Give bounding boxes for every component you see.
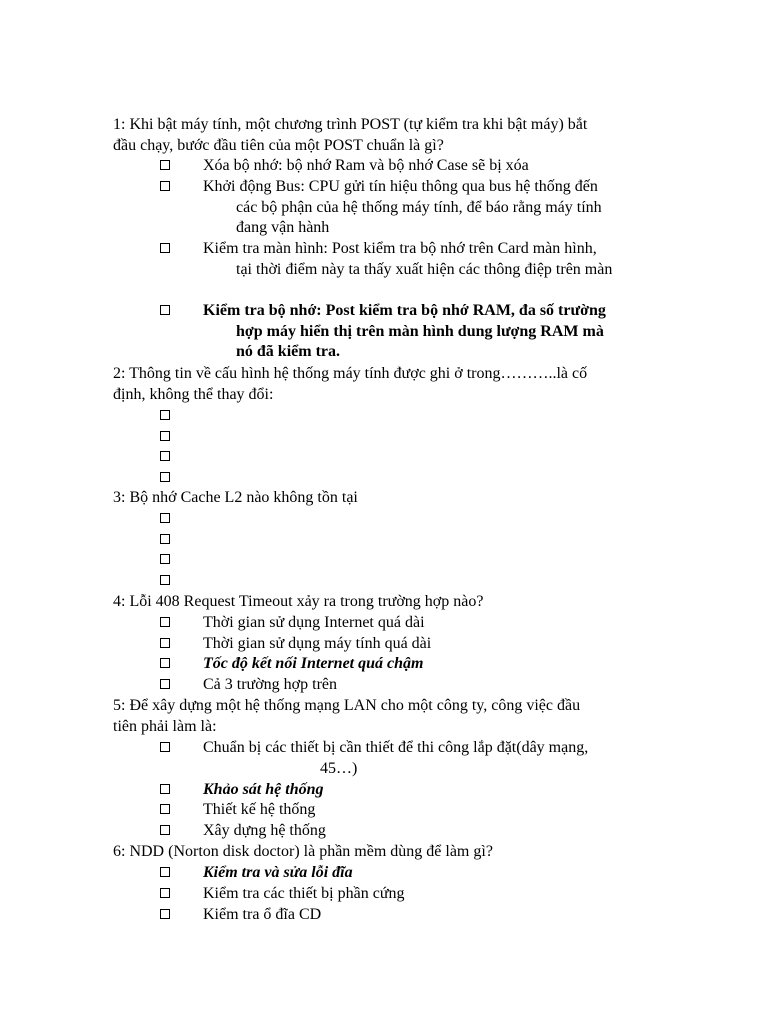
question-text: 3: Bộ nhớ Cache L2 nào không tồn tại bbox=[113, 489, 358, 506]
option-text: Kiểm tra và sửa lỗi đĩa bbox=[203, 864, 353, 881]
option-text: Thiết kế hệ thống bbox=[203, 801, 316, 818]
checkbox-icon[interactable] bbox=[160, 888, 170, 898]
option-text: các bộ phận của hệ thống máy tính, để báo rằng máy tính bbox=[236, 198, 602, 216]
checkbox-icon[interactable] bbox=[160, 638, 170, 648]
option-text: 45…) bbox=[320, 759, 358, 777]
checkbox-icon[interactable] bbox=[160, 513, 170, 523]
option-text: Kiểm tra màn hình: Post kiểm tra bộ nhớ trên Card màn hình, bbox=[203, 240, 597, 257]
question-6 bbox=[113, 842, 653, 863]
checkbox-icon[interactable] bbox=[160, 575, 170, 585]
option-text: Thời gian sử dụng Internet quá dài bbox=[203, 614, 425, 631]
checkbox-icon[interactable] bbox=[160, 451, 170, 461]
question-2 bbox=[113, 364, 653, 405]
question-text: 2: Thông tin về cấu hình hệ thống máy tính được ghi ở trong………..là cố bbox=[113, 365, 588, 382]
option-text: Xóa bộ nhớ: bộ nhớ Ram và bộ nhớ Case sẽ bị xóa bbox=[203, 157, 529, 174]
question-text: 5: Để xây dựng một hệ thống mạng LAN cho một công ty, công việc đầu bbox=[113, 697, 581, 714]
checkbox-icon[interactable] bbox=[160, 867, 170, 877]
question-4 bbox=[113, 592, 653, 613]
option-text: Cả 3 trường hợp trên bbox=[203, 676, 338, 693]
question-5 bbox=[113, 696, 653, 737]
checkbox-icon[interactable] bbox=[160, 909, 170, 919]
option-text: tại thời điểm này ta thấy xuất hiện các thông điệp trên màn bbox=[236, 260, 613, 278]
option-text: Kiểm tra bộ nhớ: Post kiểm tra bộ nhớ RAM, đa số trường bbox=[203, 302, 606, 319]
checkbox-icon[interactable] bbox=[160, 679, 170, 689]
checkbox-icon[interactable] bbox=[160, 742, 170, 752]
option-text: Xây dựng hệ thống bbox=[203, 822, 326, 839]
checkbox-icon[interactable] bbox=[160, 181, 170, 191]
option-text: đang vận hành bbox=[236, 219, 330, 236]
question-text: 4: Lỗi 408 Request Timeout xảy ra trong trường hợp nào? bbox=[113, 593, 484, 610]
option-text: hợp máy hiển thị trên màn hình dung lượng RAM mà bbox=[236, 322, 604, 340]
question-text: 6: NDD (Norton disk doctor) là phần mềm dùng để làm gì? bbox=[113, 843, 493, 860]
option-text: Khởi động Bus: CPU gửi tín hiệu thông qua bus hệ thống đến bbox=[203, 178, 598, 195]
question-text: định, không thể thay đổi: bbox=[113, 385, 274, 403]
checkbox-icon[interactable] bbox=[160, 431, 170, 441]
checkbox-icon[interactable] bbox=[160, 804, 170, 814]
option-text: Khảo sát hệ thống bbox=[203, 781, 324, 798]
checkbox-icon[interactable] bbox=[160, 410, 170, 420]
question-3 bbox=[113, 488, 653, 509]
question-text: tiên phải làm là: bbox=[113, 717, 217, 735]
option-text: Thời gian sử dụng máy tính quá dài bbox=[203, 635, 432, 652]
question-text: 1: Khi bật máy tính, một chương trình POST (tự kiểm tra khi bật máy) bắt bbox=[113, 116, 588, 133]
question-1 bbox=[113, 115, 653, 156]
checkbox-icon[interactable] bbox=[160, 305, 170, 315]
option-text: Chuẩn bị các thiết bị cần thiết để thi công lắp đặt(dây mạng, bbox=[203, 739, 589, 756]
checkbox-icon[interactable] bbox=[160, 160, 170, 170]
option-text: Kiểm tra ổ đĩa CD bbox=[203, 906, 322, 923]
checkbox-icon[interactable] bbox=[160, 554, 170, 564]
checkbox-icon[interactable] bbox=[160, 617, 170, 627]
option-text: Kiểm tra các thiết bị phần cứng bbox=[203, 885, 405, 902]
question-text: đầu chạy, bước đầu tiên của một POST chuẩn là gì? bbox=[113, 136, 444, 154]
checkbox-icon[interactable] bbox=[160, 658, 170, 668]
checkbox-icon[interactable] bbox=[160, 243, 170, 253]
option-text: nó đã kiểm tra. bbox=[236, 343, 340, 360]
checkbox-icon[interactable] bbox=[160, 534, 170, 544]
checkbox-icon[interactable] bbox=[160, 784, 170, 794]
checkbox-icon[interactable] bbox=[160, 825, 170, 835]
checkbox-icon[interactable] bbox=[160, 472, 170, 482]
option-text: Tốc độ kết nối Internet quá chậm bbox=[203, 655, 424, 672]
